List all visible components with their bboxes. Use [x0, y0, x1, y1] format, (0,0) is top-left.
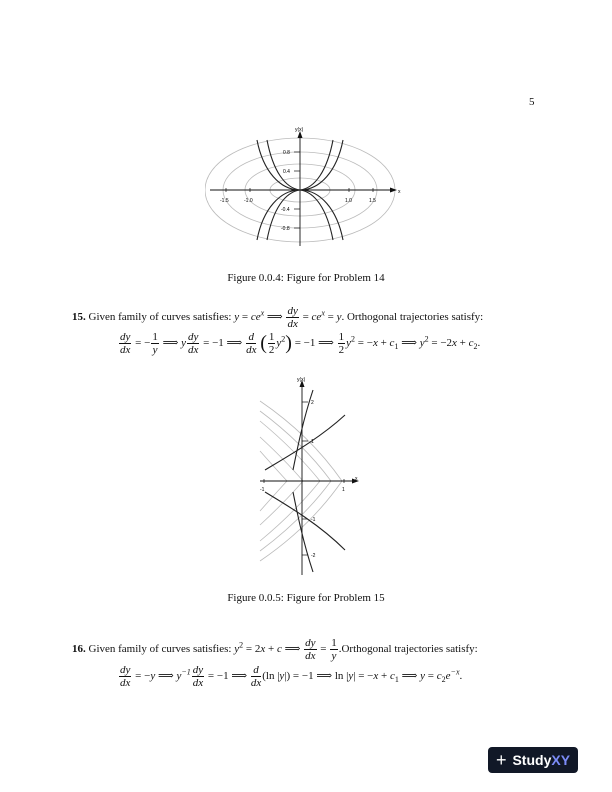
- problem-16-statement: 16. Given family of curves satisfies: $y^2 = 2x + c$ ⟹ $\frac{dy}{dx}$ = $\frac{1}{y}$ .Orthogonal trajectories satisfy:: [72, 637, 478, 662]
- y-tick-label: -1: [311, 517, 316, 523]
- plus-icon: +: [495, 749, 507, 770]
- figure-problem-15: [255, 375, 365, 575]
- problem-15-statement: 15. Given family of curves satisfies: $y = ce^x$ ⟹ $\frac{dy}{dx}$ = $ce^x = y$. Orthogonal trajectories satisfy:: [72, 305, 484, 330]
- figure-problem-14: [205, 126, 405, 246]
- exponential-curve-3: [265, 492, 345, 550]
- x-tick-label: 1.0: [345, 198, 352, 204]
- y-tick-label: 0.8: [283, 150, 290, 156]
- brand-name-prefix: Study: [512, 752, 552, 768]
- x-tick-label: -1: [260, 487, 265, 493]
- y-tick-label: 0.4: [283, 169, 290, 175]
- studyxy-logo: [488, 747, 578, 773]
- x-tick-label: 1: [342, 487, 345, 493]
- x-tick-label: 1.5: [369, 198, 376, 204]
- problem-number: 15.: [72, 311, 86, 324]
- y-axis-label: y(x): [295, 127, 304, 133]
- exponential-curve-1: [265, 415, 345, 470]
- y-axis-label: y(x): [297, 377, 306, 383]
- figure-caption: Figure 0.0.5: Figure for Problem 15: [227, 592, 385, 604]
- problem-trajectories-text: Orthogonal trajectories satisfy:: [346, 311, 484, 324]
- equation-problem-16: $\frac{dy}{dx}$ = −y ⟹ $y^{-1}$ $\frac{dy}{dx}$ = −1 ⟹ $\frac{d}{dx}$ (ln |y|) = −1 ⟹ $\ln |y| = -x + c_1$ ⟹ $y = c_2e^{-x}$.: [120, 664, 463, 689]
- brand-name-suffix: XY: [551, 752, 571, 768]
- problem-trajectories-text: Orthogonal trajectories satisfy:: [341, 643, 478, 656]
- problem-number: 16.: [72, 643, 86, 656]
- x-axis-arrow: [390, 188, 397, 193]
- x-axis-label: x: [398, 189, 401, 195]
- y-tick-label: -2: [311, 553, 316, 559]
- page-number: 5: [529, 96, 535, 108]
- x-tick-label: -1.5: [220, 198, 229, 204]
- x-tick-label: -1.0: [244, 198, 253, 204]
- y-tick-label: -0.4: [281, 207, 290, 213]
- y-tick-label: 1: [311, 439, 314, 445]
- y-tick-label: 2: [311, 400, 314, 406]
- figure-caption: Figure 0.0.4: Figure for Problem 14: [227, 272, 385, 284]
- y-tick-label: -0.8: [281, 226, 290, 232]
- x-axis-label: x: [355, 476, 358, 482]
- equation-problem-15: $\frac{dy}{dx}$ = − $\frac{1}{y}$ ⟹ y $\frac{dy}{dx}$ = −1 ⟹ $\frac{d}{dx}$ ( $\frac{1}{2}$ $y^2) = -1$ ⟹ $\frac{1}{2}$ $y^2 = -x + c_1$ ⟹ $y^2 = -2x + c_2$.: [120, 331, 481, 356]
- problem-intro: Given family of curves satisfies:: [88, 311, 232, 324]
- exponential-curve-4: [293, 492, 313, 572]
- problem-intro: Given family of curves satisfies:: [88, 643, 232, 656]
